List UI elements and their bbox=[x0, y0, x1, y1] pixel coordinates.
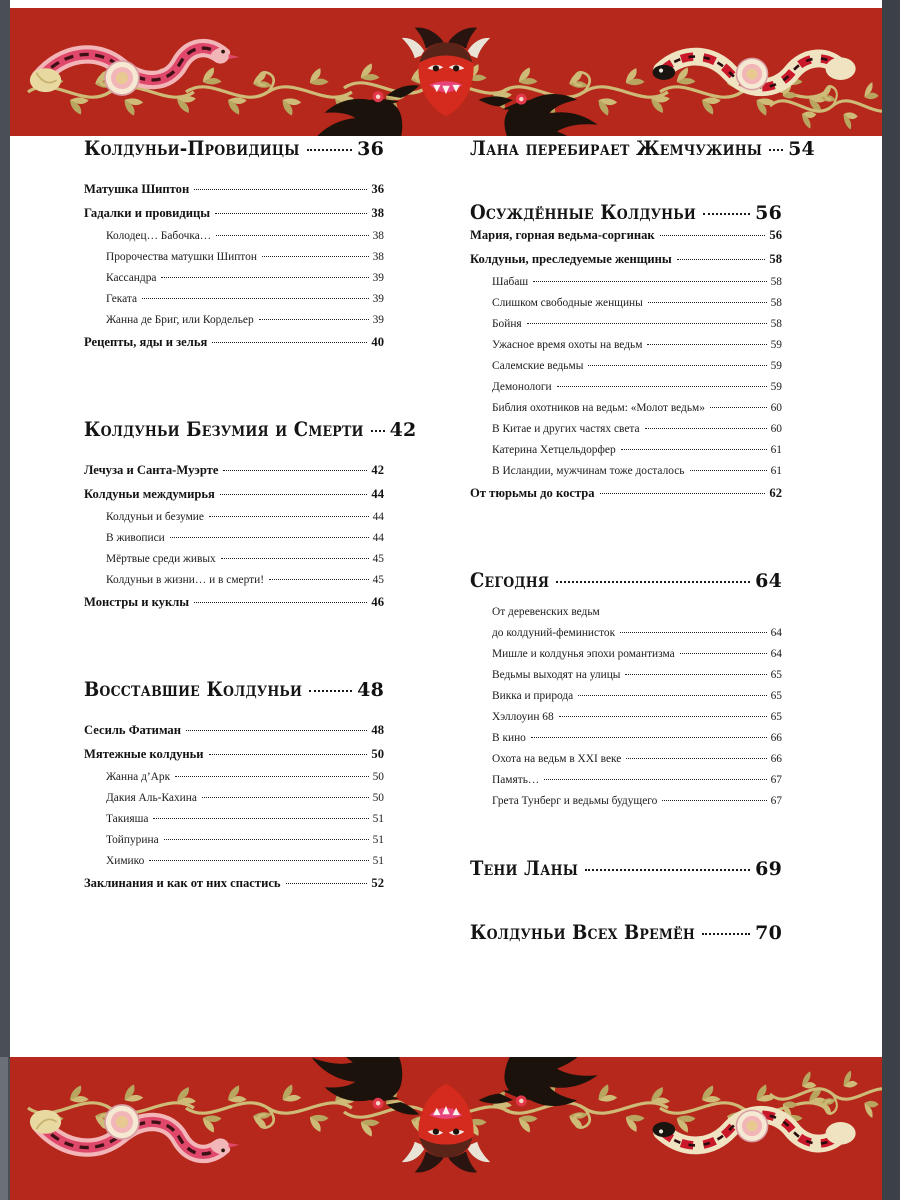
entry-page: 59 bbox=[770, 381, 782, 393]
dot-leader bbox=[620, 632, 766, 633]
entry-label: Сесиль Фатиман bbox=[84, 723, 181, 737]
entry-page: 62 bbox=[769, 486, 782, 500]
entry-label: Мишле и колдунья эпохи романтизма bbox=[492, 648, 675, 660]
chapter-page: 48 bbox=[357, 679, 384, 701]
entry-label: Мёртвые среди живых bbox=[106, 553, 216, 565]
toc-subentry[interactable] bbox=[84, 834, 384, 846]
entry-page: 67 bbox=[770, 795, 782, 807]
chapter-title: Восставшие Колдуньи bbox=[84, 677, 303, 701]
toc-subentry[interactable] bbox=[470, 753, 782, 765]
entry-page: 50 bbox=[371, 747, 384, 761]
dot-leader bbox=[269, 579, 369, 580]
entry-page: 50 bbox=[372, 771, 384, 783]
toc-section bbox=[84, 677, 384, 891]
dot-leader bbox=[371, 430, 385, 432]
toc-subentry[interactable] bbox=[470, 423, 782, 435]
entry-page: 60 bbox=[770, 423, 782, 435]
section-spacer bbox=[84, 359, 384, 417]
entry-label: Жанна д’Арк bbox=[106, 771, 171, 783]
toc-subentry[interactable] bbox=[84, 792, 384, 804]
dot-leader bbox=[209, 754, 368, 755]
toc-entry[interactable] bbox=[84, 206, 384, 221]
toc-subentry[interactable] bbox=[470, 465, 782, 477]
chapter-page: 36 bbox=[357, 138, 384, 160]
chapter-title: Лана перебирает Жемчужины bbox=[470, 136, 763, 160]
dot-leader bbox=[170, 537, 369, 538]
toc-subentry[interactable] bbox=[470, 648, 782, 660]
dot-leader bbox=[578, 695, 766, 696]
dot-leader bbox=[660, 235, 766, 236]
toc-subentry[interactable] bbox=[470, 339, 782, 351]
dot-leader bbox=[142, 298, 369, 299]
toc-subentry[interactable] bbox=[84, 272, 384, 284]
toc-subentry[interactable] bbox=[470, 360, 782, 372]
toc-subentry[interactable] bbox=[84, 553, 384, 565]
page-edge-left-lower bbox=[0, 1057, 8, 1200]
dot-leader bbox=[662, 800, 766, 801]
dot-leader bbox=[703, 213, 750, 215]
entry-label-line1: От деревенских ведьм bbox=[492, 606, 600, 618]
entry-page: 38 bbox=[372, 230, 384, 242]
toc-entry[interactable] bbox=[470, 486, 782, 501]
entry-label: От тюрьмы до костра bbox=[470, 486, 595, 500]
chapter-title: Тени Ланы bbox=[470, 856, 579, 880]
entry-label: Библия охотников на ведьм: «Молот ведьм» bbox=[492, 402, 705, 414]
entry-page: 38 bbox=[371, 206, 384, 220]
dot-leader bbox=[202, 797, 369, 798]
dot-leader bbox=[194, 602, 367, 603]
dot-leader bbox=[209, 516, 369, 517]
toc-entry[interactable] bbox=[84, 723, 384, 738]
entry-label: Демонологи bbox=[492, 381, 552, 393]
dot-leader bbox=[531, 737, 767, 738]
decorative-border-bottom bbox=[10, 1057, 882, 1200]
dot-leader bbox=[186, 730, 367, 731]
section-spacer bbox=[84, 619, 384, 677]
entry-page: 39 bbox=[372, 314, 384, 326]
entry-page: 45 bbox=[372, 574, 384, 586]
dot-leader bbox=[557, 386, 767, 387]
toc-subentry[interactable] bbox=[470, 711, 782, 723]
toc-subentry[interactable] bbox=[84, 855, 384, 867]
toc-section bbox=[470, 856, 782, 880]
dot-leader bbox=[556, 581, 750, 583]
chapter-page: 54 bbox=[788, 138, 815, 160]
dot-leader bbox=[194, 189, 367, 190]
dot-leader bbox=[149, 860, 368, 861]
entry-label-line2: до колдуний-феминисток bbox=[492, 627, 616, 639]
entry-label: Химико bbox=[106, 855, 145, 867]
entry-page: 61 bbox=[770, 465, 782, 477]
dot-leader bbox=[625, 674, 766, 675]
chapter-heading[interactable] bbox=[470, 856, 782, 880]
entry-page: 50 bbox=[372, 792, 384, 804]
toc-subentry[interactable] bbox=[470, 276, 782, 288]
chapter-heading[interactable] bbox=[84, 677, 384, 701]
entry-page: 64 bbox=[770, 648, 782, 660]
toc-entry[interactable] bbox=[84, 487, 384, 502]
toc-subentry[interactable] bbox=[470, 381, 782, 393]
toc-subentry[interactable] bbox=[84, 230, 384, 242]
entry-page: 65 bbox=[770, 711, 782, 723]
entry-label: В кино bbox=[492, 732, 526, 744]
entry-page: 44 bbox=[372, 532, 384, 544]
chapter-heading[interactable] bbox=[470, 568, 782, 592]
dot-leader bbox=[680, 653, 767, 654]
entry-label: Катерина Хетцельдорфер bbox=[492, 444, 616, 456]
entry-page: 46 bbox=[371, 595, 384, 609]
entry-page: 42 bbox=[371, 463, 384, 477]
entry-page: 58 bbox=[770, 297, 782, 309]
entry-label: Такияша bbox=[106, 813, 149, 825]
entry-label: Пророчества матушки Шиптон bbox=[106, 251, 257, 263]
dot-leader bbox=[527, 323, 767, 324]
chapter-title: Колдуньи Безумия и Смерти bbox=[84, 417, 364, 441]
entry-label: В Китае и других частях света bbox=[492, 423, 640, 435]
entry-page: 59 bbox=[770, 339, 782, 351]
toc-subentry[interactable] bbox=[470, 402, 782, 414]
entry-label: Грета Тунберг и ведьмы будущего bbox=[492, 795, 658, 807]
dot-leader bbox=[621, 449, 767, 450]
dot-leader bbox=[259, 319, 369, 320]
toc-subentry[interactable] bbox=[470, 318, 782, 330]
toc-subentry[interactable] bbox=[470, 732, 782, 744]
toc-subentry[interactable] bbox=[84, 293, 384, 305]
entry-label: В Исландии, мужчинам тоже досталось bbox=[492, 465, 685, 477]
toc-subentry[interactable] bbox=[84, 251, 384, 263]
toc-entry[interactable] bbox=[84, 876, 384, 891]
toc-column-right bbox=[470, 136, 815, 944]
toc-entry[interactable] bbox=[470, 252, 782, 267]
toc-subentry[interactable] bbox=[470, 606, 782, 639]
dot-leader bbox=[212, 342, 367, 343]
entry-page: 36 bbox=[371, 182, 384, 196]
entry-label: Охота на ведьм в XXI веке bbox=[492, 753, 622, 765]
dot-leader bbox=[223, 470, 367, 471]
toc-column-left bbox=[84, 136, 417, 900]
dot-leader bbox=[215, 213, 367, 214]
entry-page: 66 bbox=[770, 732, 782, 744]
chapter-title: Колдуньи-Провидицы bbox=[84, 136, 300, 160]
toc-section bbox=[470, 200, 782, 501]
dot-leader bbox=[164, 839, 369, 840]
toc-section bbox=[84, 136, 384, 350]
entry-label: Монстры и куклы bbox=[84, 595, 190, 609]
entry-page: 65 bbox=[770, 669, 782, 681]
entry-label: Дакия Аль-Кахина bbox=[106, 792, 197, 804]
dot-leader bbox=[677, 259, 766, 260]
entry-page: 44 bbox=[372, 511, 384, 523]
chapter-page: 69 bbox=[755, 858, 782, 880]
toc-section bbox=[470, 920, 782, 944]
section-spacer bbox=[470, 160, 782, 200]
dot-leader bbox=[221, 558, 369, 559]
section-spacer bbox=[470, 816, 782, 856]
entry-page: 65 bbox=[770, 690, 782, 702]
dot-leader bbox=[710, 407, 767, 408]
chapter-title: Осуждённые Колдуньи bbox=[470, 200, 696, 224]
toc-entry[interactable] bbox=[84, 595, 384, 610]
dot-leader bbox=[544, 779, 766, 780]
entry-label: Матушка Шиптон bbox=[84, 182, 190, 196]
section-spacer bbox=[470, 880, 782, 920]
toc-subentry[interactable] bbox=[84, 813, 384, 825]
entry-page: 51 bbox=[372, 855, 384, 867]
dot-leader bbox=[175, 776, 368, 777]
entry-label: Заклинания и как от них спастись bbox=[84, 876, 281, 890]
dot-leader bbox=[161, 277, 368, 278]
dot-leader bbox=[220, 494, 368, 495]
entry-label: Жанна де Бриг, или Кордельер bbox=[106, 314, 254, 326]
toc-subentry[interactable] bbox=[470, 774, 782, 786]
entry-page: 48 bbox=[371, 723, 384, 737]
entry-label: Ведьмы выходят на улицы bbox=[492, 669, 621, 681]
entry-page: 51 bbox=[372, 834, 384, 846]
dot-leader bbox=[600, 493, 766, 494]
entry-page: 38 bbox=[372, 251, 384, 263]
toc-subentry[interactable] bbox=[84, 314, 384, 326]
entry-page: 52 bbox=[371, 876, 384, 890]
toc-subentry[interactable] bbox=[470, 444, 782, 456]
toc-section bbox=[470, 568, 782, 807]
decorative-border-top bbox=[10, 8, 882, 136]
dot-leader bbox=[645, 428, 767, 429]
entry-label: Хэллоуин 68 bbox=[492, 711, 554, 723]
toc-subentry[interactable] bbox=[84, 771, 384, 783]
toc-entry[interactable] bbox=[84, 182, 384, 197]
entry-page: 64 bbox=[770, 627, 782, 639]
chapter-heading[interactable] bbox=[84, 417, 417, 441]
ornament-artwork-bottom bbox=[10, 1057, 882, 1200]
entry-page: 45 bbox=[372, 553, 384, 565]
entry-page: 67 bbox=[770, 774, 782, 786]
toc-subentry[interactable] bbox=[470, 795, 782, 807]
entry-label: Ужасное время охоты на ведьм bbox=[492, 339, 643, 351]
dot-leader bbox=[648, 302, 767, 303]
chapter-heading[interactable] bbox=[470, 200, 782, 224]
dot-leader bbox=[533, 281, 766, 282]
entry-label: Колодец… Бабочка… bbox=[106, 230, 212, 242]
section-spacer bbox=[470, 510, 782, 568]
entry-label: Бойня bbox=[492, 318, 522, 330]
chapter-page: 56 bbox=[755, 202, 782, 224]
toc-entry[interactable] bbox=[84, 747, 384, 762]
toc-subentry[interactable] bbox=[470, 690, 782, 702]
entry-page: 39 bbox=[372, 293, 384, 305]
toc-entry[interactable] bbox=[84, 463, 384, 478]
entry-label: В живописи bbox=[106, 532, 165, 544]
entry-line2 bbox=[492, 627, 782, 639]
chapter-page: 70 bbox=[755, 922, 782, 944]
entry-label: Геката bbox=[106, 293, 138, 305]
toc-entry[interactable] bbox=[84, 335, 384, 350]
dot-leader bbox=[153, 818, 368, 819]
dot-leader bbox=[262, 256, 369, 257]
chapter-heading[interactable] bbox=[470, 920, 782, 944]
entry-label: Кассандра bbox=[106, 272, 157, 284]
entry-label: Мятежные колдуньи bbox=[84, 747, 204, 761]
dot-leader bbox=[690, 470, 767, 471]
entry-label: Колдуньи, преследуемые женщины bbox=[470, 252, 672, 266]
entry-label: Салемские ведьмы bbox=[492, 360, 584, 372]
toc-subentry[interactable] bbox=[470, 297, 782, 309]
entry-label: Лечуза и Санта-Муэрте bbox=[84, 463, 219, 477]
entry-page: 60 bbox=[770, 402, 782, 414]
chapter-title: Сегодня bbox=[470, 568, 550, 592]
toc-subentry[interactable] bbox=[84, 511, 384, 523]
toc-section bbox=[84, 417, 417, 610]
dot-leader bbox=[769, 149, 783, 151]
entry-page: 58 bbox=[770, 318, 782, 330]
dot-leader bbox=[647, 344, 766, 345]
toc-subentry[interactable] bbox=[84, 574, 384, 586]
chapter-title: Колдуньи Всех Времён bbox=[470, 920, 695, 944]
chapter-heading[interactable] bbox=[84, 136, 384, 160]
entry-page: 39 bbox=[372, 272, 384, 284]
toc-subentry[interactable] bbox=[84, 532, 384, 544]
toc-content bbox=[0, 136, 900, 1057]
entry-page: 61 bbox=[770, 444, 782, 456]
entry-label: Слишком свободные женщины bbox=[492, 297, 643, 309]
entry-page: 44 bbox=[371, 487, 384, 501]
dot-leader bbox=[702, 933, 750, 935]
chapter-page: 42 bbox=[389, 419, 417, 441]
chapter-heading[interactable] bbox=[470, 136, 815, 160]
toc-section bbox=[470, 136, 815, 160]
chapter-page: 64 bbox=[755, 570, 782, 592]
ornament-artwork-top bbox=[10, 8, 882, 136]
entry-label: Колдуньи междумирья bbox=[84, 487, 215, 501]
entry-label: Викка и природа bbox=[492, 690, 574, 702]
entry-label: Память… bbox=[492, 774, 540, 786]
entry-label: Тойпурина bbox=[106, 834, 159, 846]
entry-page: 66 bbox=[770, 753, 782, 765]
entry-page: 58 bbox=[770, 276, 782, 288]
dot-leader bbox=[588, 365, 766, 366]
entry-label: Колдуньи в жизни… и в смерти! bbox=[106, 574, 265, 586]
dot-leader bbox=[286, 883, 368, 884]
entry-page: 40 bbox=[371, 335, 384, 349]
toc-subentry[interactable] bbox=[470, 669, 782, 681]
entry-label: Колдуньи и безумие bbox=[106, 511, 204, 523]
dot-leader bbox=[585, 869, 750, 871]
dot-leader bbox=[216, 235, 368, 236]
entry-label: Шабаш bbox=[492, 276, 529, 288]
entry-label: Мария, горная ведьма-соргинак bbox=[470, 228, 655, 242]
dot-leader bbox=[309, 690, 352, 692]
entry-label: Рецепты, яды и зелья bbox=[84, 335, 208, 349]
dot-leader bbox=[626, 758, 766, 759]
entry-page: 58 bbox=[769, 252, 782, 266]
entry-page: 59 bbox=[770, 360, 782, 372]
dot-leader bbox=[307, 149, 353, 151]
toc-entry[interactable] bbox=[470, 228, 782, 243]
entry-label: Гадалки и провидицы bbox=[84, 206, 211, 220]
dot-leader bbox=[559, 716, 767, 717]
entry-page: 51 bbox=[372, 813, 384, 825]
entry-page: 56 bbox=[769, 228, 782, 242]
